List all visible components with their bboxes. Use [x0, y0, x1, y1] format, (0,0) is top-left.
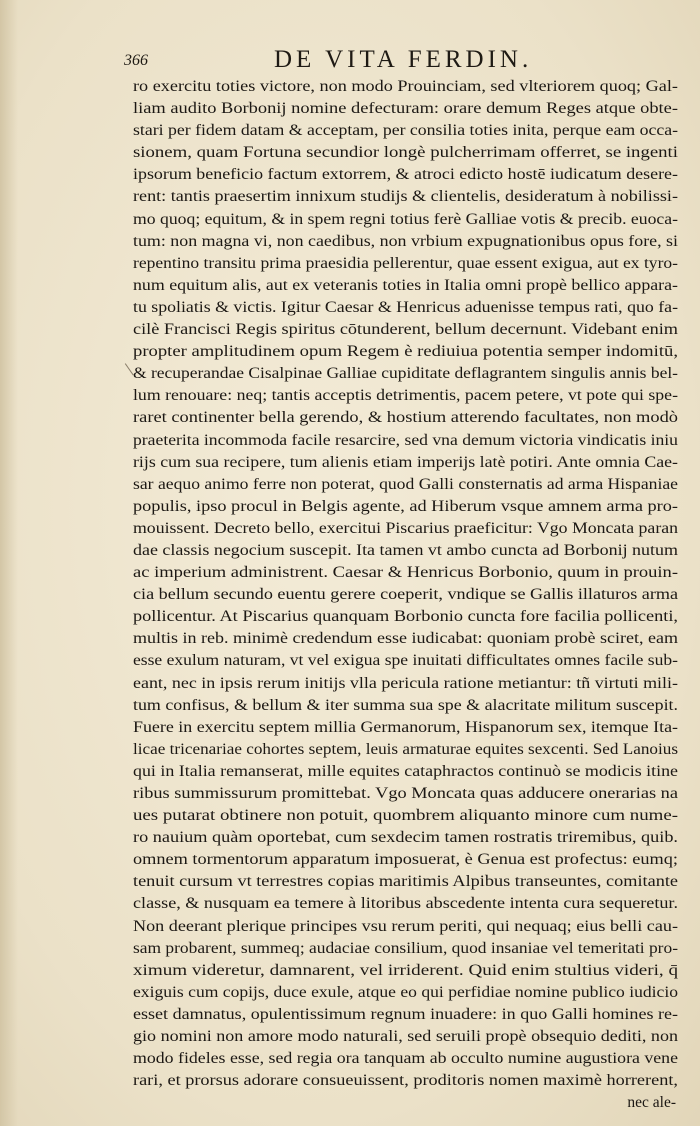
text-line: dae classis negocium suscepit. Ita tamen vt ambo cuncta ad Borbonij nutum	[133, 541, 678, 559]
text-line: ipsorum beneficio factum extorrem, & atroci edicto hostē iudicatum desere-	[133, 166, 678, 184]
text-line: tu spoliatis & victis. Igitur Caesar & Henricus aduenisse tempus rati, quo fa-	[133, 298, 678, 316]
text-line: Non deerant plerique principes vsu rerum periti, qui nequaq; eius belli cau-	[133, 917, 678, 935]
text-line: esse exulum naturam, vt vel exigua spe inuitati difficultates omnes facile sub-	[133, 652, 678, 670]
text-line: populis, ipso procul in Belgis agente, ad Hiberum vsque amnem arma pro-	[133, 497, 678, 515]
text-line: mo quoq; equitum, & in spem regni totius ferè Galliae votis & precib. euoca-	[133, 210, 678, 228]
text-line: repentino transitu prima praesidia pellerentur, quae essent exigua, aut ex tyro-	[133, 254, 678, 272]
text-line: raret continenter bella gerendo, & hostium atterendo facultates, non modò	[133, 409, 678, 427]
page-gutter-shadow	[0, 0, 18, 1126]
text-line: ues putarat obtinere non potuit, quombrem aliquanto minore cum nume-	[133, 807, 678, 825]
text-line: classe, & nusquam ea temere à litoribus abscedente intenta cura sequeretur.	[133, 895, 678, 913]
text-line: liam audito Borbonij nomine defecturam: orare demum Reges atque obte-	[133, 100, 678, 118]
text-line: Fuere in exercitu septem millia Germanorum, Hispanorum sex, itemque Ita-	[133, 718, 678, 736]
text-line: num equitum alis, aut ex veteranis toties in Italia omni propè bellico appara-	[133, 276, 678, 294]
text-line: cilè Francisci Regis spiritus cōtunderent, bellum decernunt. Videbant enim	[133, 321, 678, 339]
text-line: praeterita incommoda facile resarcire, sed vna demum victoria vindicatis iniu	[133, 431, 678, 449]
catchword: nec ale-	[627, 1094, 676, 1112]
text-line: sar aequo animo ferre non poterat, quod Galli consternatis ad arma Hispaniae	[133, 475, 678, 493]
text-line: exiguis cum copijs, duce exule, atque eo qui perfidiae nomine publico iudicio	[133, 983, 678, 1001]
text-line: rari, et prorsus adorare consueuissent, proditoris nomen maximè horrerent,	[133, 1072, 678, 1090]
running-title: DE VITA FERDIN.	[274, 46, 533, 73]
text-line: & recuperandae Cisalpinae Galliae cupiditate deflagrantem singulis annis bel-	[133, 365, 678, 383]
text-line: lum renouare: neq; tantis acceptis detrimentis, pacem petere, vt pote qui spe-	[133, 387, 678, 405]
text-line: cia bellum secundo euentu gerere coeperit, vndique se Gallis illaturos arma	[133, 586, 678, 604]
text-line: pollicentur. At Piscarius quanquam Borbonio cuncta fore facilia pollicenti,	[133, 608, 678, 626]
text-line: mouissent. Decreto bello, exercitui Piscarius praeficitur: Vgo Moncata paran	[133, 519, 678, 537]
text-line: sionem, quam Fortuna secundior longè pulcherrimam offerret, se ingenti	[133, 144, 678, 162]
text-line: tenuit cursum vt terrestres copias maritimis Alpibus transeuntes, comitante	[133, 873, 678, 891]
text-line: stari per fidem datam & acceptam, per consilia toties inita, perque eam occa-	[133, 122, 678, 140]
text-line: tum: non magna vi, non caedibus, non vrbium expugnationibus opus fore, si	[133, 232, 678, 250]
text-line: modo fideles esse, sed regia ora tanquam ab occulto numine augustiora vene	[133, 1050, 678, 1068]
text-line: esset damnatus, opulentissimum regnum inuadere: in quo Galli homines re-	[133, 1005, 678, 1023]
text-line: propter amplitudinem opum Regem è rediuiua potentia semper indomitū,	[133, 343, 678, 361]
body-text	[133, 76, 678, 1114]
text-line: ro exercitu toties victore, non modo Prouinciam, sed vlteriorem quoq; Gal-	[133, 78, 678, 95]
text-line: multis in reb. minimè credendum esse iudicabat: quoniam probè sciret, eam	[133, 630, 678, 648]
text-line: ac imperium administrent. Caesar & Henricus Borbonio, quum in prouin-	[133, 564, 678, 582]
text-line: ro nauium quàm oportebat, cum sexdecim tamen rostratis triremibus, quib.	[133, 829, 678, 847]
text-line: qui in Italia remanserat, mille equites cataphractos continuò se modicis itine	[133, 762, 678, 780]
text-line: eant, nec in ipsis rerum initijs vlla pericula ratione metiantur: tñ virtuti mili-	[133, 674, 678, 692]
text-line: rent: tantis praesertim innixum studijs & clientelis, desideratum à nobilissi-	[133, 188, 678, 206]
text-line: tum confisus, & bellum & iter summa sua spe & alacritate militum suscepit.	[133, 696, 678, 714]
text-line: ribus summissurum promittebat. Vgo Moncata quas adducere onerarias na	[133, 785, 678, 802]
text-line: gio nomini non amore modo naturali, sed seruili propè obsequio dediti, non	[133, 1028, 678, 1046]
text-line: sam probarent, summeq; audaciae consilium, quod insaniae vel temeritati pro-	[133, 939, 678, 957]
text-line: ximum videretur, damnarent, vel irriderent. Quid enim stultius videri, q̄	[133, 961, 678, 979]
page-number: 366	[124, 52, 148, 69]
text-line: omnem tormentorum apparatum imposuerat, è Genua est profectus: eumq;	[133, 851, 678, 869]
text-line: licae tricenariae cohortes septem, leuis armaturae equites sexcenti. Sed Lanoius	[133, 740, 678, 758]
text-line: rijs cum sua recipere, tum alienis etiam imperijs latè potiri. Ante omnia Cae-	[133, 453, 678, 471]
running-head	[124, 46, 664, 76]
